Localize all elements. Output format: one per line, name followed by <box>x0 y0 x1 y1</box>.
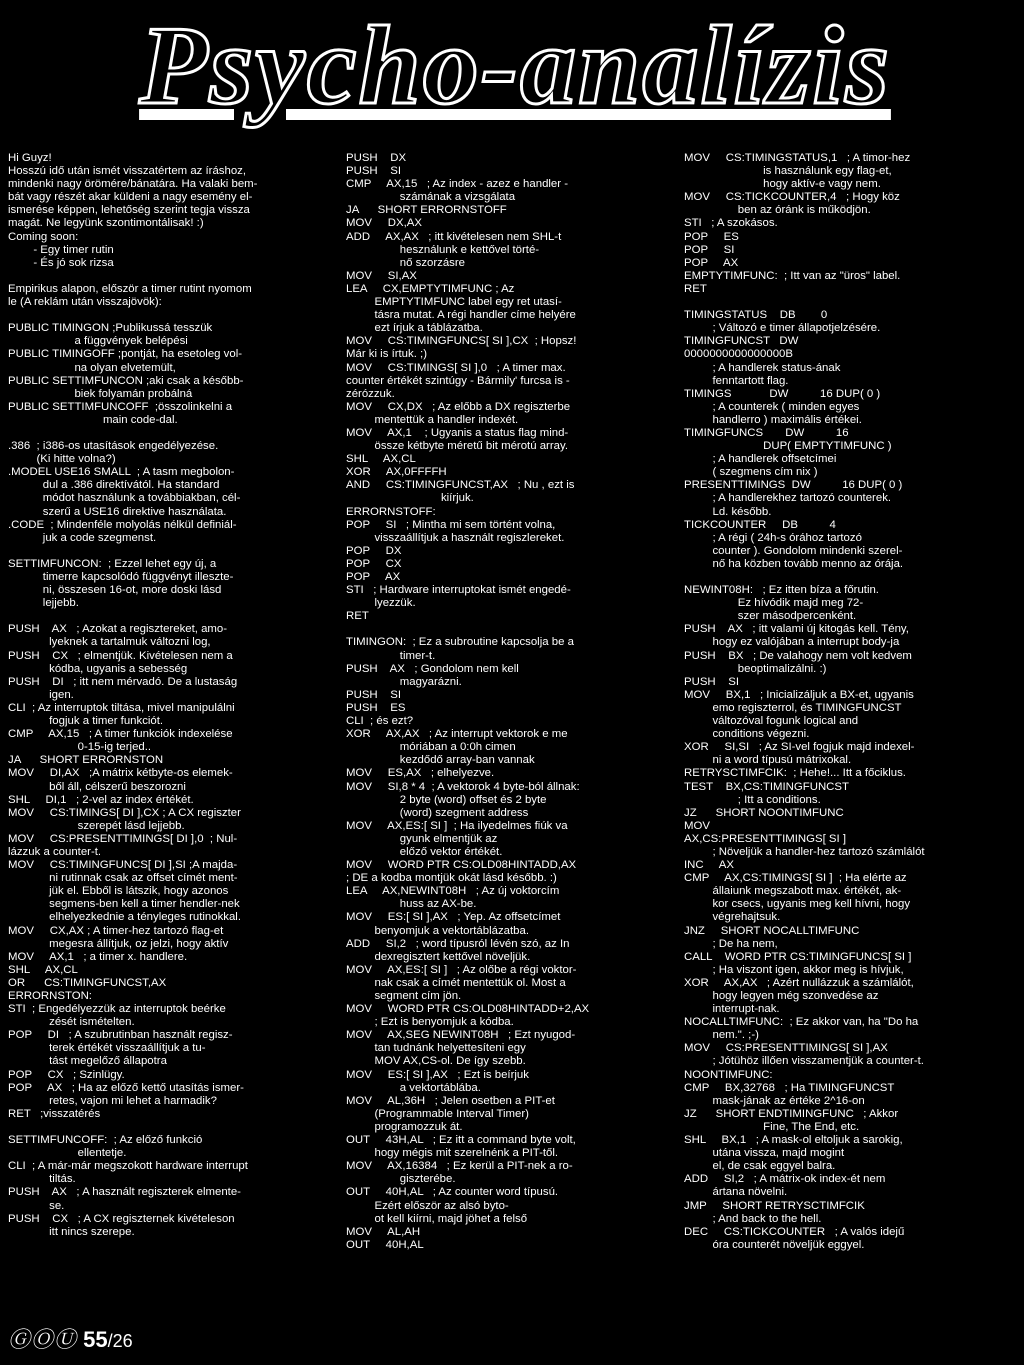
text-line: nő ha közben tovább menno az órája. <box>684 557 904 570</box>
text-line: PUSH DI ; itt nem mérvadó. De a lustaság <box>8 675 238 688</box>
text-line: ; And back to the hell. <box>684 1212 822 1225</box>
text-line: utána vissza, majd mogint <box>684 1147 845 1160</box>
text-line: - És jó sok rizsa <box>8 256 114 269</box>
text-line: MOV AX,1 ; a timer x. handlere. <box>8 950 188 963</box>
text-line: INC AX <box>684 859 735 872</box>
text-line: - Egy timer rutin <box>8 243 114 256</box>
text-line: CALL WORD PTR CS:TIMINGFUNCS[ SI ] <box>684 950 912 963</box>
text-line: .CODE ; Mindenféle molyolás nélkül definiál- <box>8 518 237 531</box>
text-line: Coming soon: <box>8 230 79 243</box>
text-line: mindenki nagy örömére/bánatára. Ha valaki bem- <box>8 178 258 191</box>
text-line: MOV CS:TICKCOUNTER,4 ; Hogy köz <box>684 191 900 204</box>
text-line: szerepét lásd lejjebb. <box>8 819 185 832</box>
text-line: CLI ; és ezt? <box>346 715 414 728</box>
text-line: TEST BX,CS:TIMINGFUNCST <box>684 780 849 793</box>
text-line: ; A handlerekhez tartozó counterek. <box>684 492 892 505</box>
text-line: ; A handlerek status-ának <box>684 361 841 374</box>
text-line: 0-15-ig terjed.. <box>8 741 152 754</box>
text-line: ; Ha viszont igen, akkor meg is hívjuk, <box>684 963 904 976</box>
text-line: MOV CS:TIMINGS[ SI ],0 ; A timer max. <box>346 361 566 374</box>
text-line <box>8 270 340 283</box>
text-line: ismerése képpen, lehetőség szerint tegja vissza <box>8 204 250 217</box>
text-line: MOV ES,AX ; elhelyezve. <box>346 767 495 780</box>
text-line: a vektortáblába. <box>346 1081 481 1094</box>
text-line: XOR AX,AX ; Azért nullázzuk a számlálót, <box>684 976 914 989</box>
text-line: CLI ; A már-már megszokott hardware interrupt <box>8 1160 248 1173</box>
text-line: ERRORNSTON: <box>8 990 92 1002</box>
text-line: MOV DX,AX <box>346 217 422 230</box>
text-line: RET <box>346 610 369 623</box>
text-line: PUSH DX <box>346 152 407 164</box>
text-line: emo regiszterrol, és TIMINGFUNCST <box>684 701 902 714</box>
text-line: timerre kapcsolódó függvényt illeszte- <box>8 571 234 583</box>
text-line: juk a code szegmenst. <box>8 531 157 544</box>
text-line: MOV CS:PRESENTTIMINGS[ DI ],0 ; Nul- <box>8 832 238 845</box>
text-line: TIMINGFUNCS DW 16 <box>684 426 849 439</box>
text-line: SETTIMFUNCOFF: ; Az előző funkció <box>8 1134 203 1147</box>
text-line: Fine, The End, etc. <box>684 1120 860 1133</box>
text-line: lejjebb. <box>8 597 79 610</box>
text-line: (word) szegment address <box>346 806 529 819</box>
text-column-left <box>8 152 340 1302</box>
text-line: na olyan elvetemült, <box>8 361 176 374</box>
text-line: magát. Ne legyünk szontimontálisak! :) <box>8 217 204 230</box>
text-line: JZ SHORT ENDTIMINGFUNC ; Akkor <box>684 1107 899 1120</box>
text-line: SHL AX,CL <box>346 453 416 466</box>
text-line: MOV AX,1 ; Ugyanis a status flag mind- <box>346 426 569 439</box>
text-line: DUP( EMPTYTIMFUNC ) <box>684 440 892 453</box>
text-line: végrehajtsuk. <box>684 911 781 924</box>
text-line: NOONTIMFUNC: <box>684 1068 773 1081</box>
magazine-logo: ⒼⓄⓊ <box>8 1328 78 1353</box>
text-line: ot kell kiírni, majd jöhet a felső <box>346 1212 528 1225</box>
text-line: SHL DI,1 ; 2-vel az index értékét. <box>8 793 194 806</box>
text-line: TIMINGSTATUS DB 0 <box>684 309 828 322</box>
text-line: MOV AL,AH <box>346 1225 421 1238</box>
text-line: ; Itt a conditions. <box>684 793 821 806</box>
text-line: itt nincs szerepe. <box>8 1225 135 1238</box>
text-line: tan tudnánk helyettesíteni egy <box>346 1042 526 1055</box>
text-line: ; Változó e timer állapotjelzésére. <box>684 322 881 335</box>
text-line: PUBLIC SETTIMFUNCON ;aki csak a később- <box>8 374 244 387</box>
text-line: se. <box>8 1199 65 1212</box>
text-line: MOV AX,SEG NEWINT08H ; Ezt nyugod- <box>346 1029 576 1042</box>
text-line: MOV SI,8 * 4 ; A vektorok 4 byte-ból állnak: <box>346 780 580 793</box>
text-line: óra counterét növeljük eggyel. <box>684 1238 865 1251</box>
text-line: counter értékét szintúgy - Bármily' furcsa is - <box>346 374 570 387</box>
text-line: .MODEL USE16 SMALL ; A tasm megbolon- <box>8 466 235 479</box>
text-line: változóval fogunk logical and <box>684 715 859 728</box>
text-line: beoptimalizálni. :) <box>684 662 827 675</box>
text-line: kódba, ugyanis a sebesség <box>8 662 188 675</box>
text-line: AX,CS:PRESENTTIMINGS[ SI ] <box>684 832 847 845</box>
text-line: POP SI <box>684 243 735 256</box>
text-line: NEWINT08H: ; Ez itten bíza a főrutin. <box>684 584 879 597</box>
text-line: SHL BX,1 ; A mask-ol eltoljuk a sarokig, <box>684 1134 903 1147</box>
text-line: JA SHORT ERRORNSTON <box>8 754 164 767</box>
text-line: POP SI ; Mintha mi sem történt volna, <box>346 518 556 531</box>
text-line: CMP AX,CS:TIMINGS[ SI ] ; Ha elérte az <box>684 872 907 885</box>
text-line: MOV WORD PTR CS:OLD08HINTADD,AX <box>346 859 577 872</box>
text-line: MOV AX,ES:[ SI ] ; Az olőbe a régi voktor- <box>346 963 577 976</box>
text-line: (Ki hitte volna?) <box>8 453 116 466</box>
text-line: MOV AX,16384 ; Ez kerül a PIT-nek a ro- <box>346 1160 573 1173</box>
text-line: ADD SI,2 ; A mátrix-ok index-ét nem <box>684 1173 886 1186</box>
text-line: STI ; A szokásos. <box>684 217 778 230</box>
text-line: LEA CX,EMPTYTIMFUNC ; Az <box>346 282 515 295</box>
text-line: OUT 40H,AL ; Az counter word típusú. <box>346 1186 559 1199</box>
text-line: POP ES <box>684 230 739 243</box>
text-line: timer-t. <box>346 649 436 662</box>
text-line: MOV SI,AX <box>346 269 417 282</box>
text-line: STI ; Engedélyezzük az interruptok beérke <box>8 1003 226 1016</box>
text-line: PUSH AX ; Azokat a regisztereket, amo- <box>8 623 228 636</box>
text-line: AND CS:TIMINGFUNCST,AX ; Nu , ezt is <box>346 479 575 492</box>
text-line: conditions végezni. <box>684 728 810 741</box>
text-line <box>8 1121 340 1134</box>
text-line: hesználunk e kettővel törté- <box>346 243 540 256</box>
text-line: PUSH AX ; Gondolom nem kell <box>346 662 519 675</box>
text-line: magyarázni. <box>346 675 462 688</box>
text-line <box>8 309 340 322</box>
text-line: programozzuk át. <box>346 1120 463 1133</box>
text-line: visszaállítjuk a használt regiszlereket. <box>346 531 565 544</box>
text-line: ; Jótühöz illően visszamentjük a counter-t. <box>684 1055 924 1068</box>
text-column-right <box>684 152 1020 1302</box>
text-line: ADD SI,2 ; word típusról lévén szó, az In <box>346 937 570 950</box>
text-line: TIMINGS DW 16 DUP( 0 ) <box>684 387 881 400</box>
text-line: POP AX ; Ha az előző kettő utasítás ismer- <box>8 1081 244 1094</box>
text-line: RETRYSCTIMFCIK: ; Hehe!... Itt a főciklus. <box>684 767 906 780</box>
text-line: 2 byte (word) offset és 2 byte <box>346 793 547 806</box>
text-line: el, de csak eggyel balra. <box>684 1160 836 1173</box>
text-line: PUBLIC TIMINGOFF ;pontját, ha esetoleg vol- <box>8 348 243 361</box>
text-line: móriában a 0:0h cimen <box>346 741 516 754</box>
text-line: STI ; Hardware interruptokat ismét engedé- <box>346 584 571 597</box>
text-line: Ld. később. <box>684 505 772 518</box>
text-line: Empirikus alapon, először a timer rutint nyomom <box>8 282 252 295</box>
text-line: MOV CS:TIMINGFUNCS[ SI ],CX ; Hopsz! <box>346 335 577 348</box>
text-line: CMP BX,32768 ; Ha TIMINGFUNCST <box>684 1081 895 1094</box>
text-line: OUT 40H,AL <box>346 1238 424 1251</box>
text-line: .386 ; i386-os utasítások engedélyezése. <box>8 440 219 453</box>
text-line: giszterébe. <box>346 1173 456 1186</box>
text-line: tiltás. <box>8 1173 76 1186</box>
text-line: kezdődő array-ban vannak <box>346 754 535 767</box>
text-line: MOV <box>684 819 710 832</box>
text-line: XOR AX,0FFFFH <box>346 466 447 479</box>
text-line: MOV CX,DX ; Az előbb a DX regiszterbe <box>346 400 571 413</box>
text-line: jük el. Ebből is látszik, hogy azonos <box>8 885 229 898</box>
text-line: handlerro ) maximális értékei. <box>684 413 862 426</box>
text-line: Ezért először az alsó byto- <box>346 1199 509 1212</box>
text-line: zérózzuk. <box>346 387 395 400</box>
issue-number: 55 <box>83 1327 108 1352</box>
page-number: 26 <box>112 1331 133 1351</box>
text-line: ből áll, célszerű beszorozni <box>8 780 186 793</box>
text-line: zését ismételten. <box>8 1016 135 1029</box>
text-line: MOV AX,CS-ol. De így szebb. <box>346 1055 526 1068</box>
text-line: JMP SHORT RETRYSCTIMFCIK <box>684 1199 865 1212</box>
text-line <box>8 427 340 440</box>
text-line: terek értékét visszaállítjuk a tu- <box>8 1042 206 1055</box>
text-line: PUSH SI <box>346 688 402 701</box>
text-line: segment cím jön. <box>346 990 462 1002</box>
text-line: POP DI ; A szubrutinban használt regisz- <box>8 1029 233 1042</box>
text-line: TIMINGON: ; Ez a subroutine kapcsolja be a <box>346 636 574 649</box>
text-line: interrupt-nak. <box>684 1003 780 1016</box>
text-line: segmens-ben kell a timer hendler-nek <box>8 898 240 911</box>
text-line: nem.". ;-) <box>684 1029 759 1042</box>
text-line: PRESENTTIMINGS DW 16 DUP( 0 ) <box>684 479 903 492</box>
text-line: retes, vajon mi lehet a harmadik? <box>8 1094 217 1107</box>
text-line: CMP AX,15 ; A timer funkciók indexelése <box>8 728 233 741</box>
text-line: tásra mutat. A régi handler címe helyére <box>346 309 576 322</box>
text-line: NOCALLTIMFUNC: ; Ez akkor van, ha "Do ha <box>684 1016 919 1029</box>
text-line: megesra állítjuk, oz jelzi, hogy aktív <box>8 937 229 950</box>
text-line: EMPTYTIMFUNC: ; Itt van az "üros" label. <box>684 269 901 282</box>
text-line: POP AX <box>346 571 401 583</box>
text-line: MOV ES:[ SI ],AX ; Ezt is beírjuk <box>346 1068 529 1081</box>
text-line: main code-dal. <box>8 413 178 426</box>
text-line: mask-jának az értéke 2^16-on <box>684 1094 865 1107</box>
text-line: (Programmable Interval Timer) <box>346 1107 529 1120</box>
text-line: lyeknek a tartalmuk változni log, <box>8 636 211 649</box>
text-line <box>684 571 1020 584</box>
text-line: is használunk egy flag-et, <box>684 165 892 178</box>
text-line: PUSH BX ; De valahogy nem volt kedvem <box>684 649 912 662</box>
text-line: MOV DI,AX ;A mátrix kétbyte-os elemek- <box>8 767 233 780</box>
text-line: állaiunk megszabott max. értékét, ak- <box>684 885 902 898</box>
text-line <box>684 296 1020 309</box>
text-line: lázzuk a counter-t. <box>8 845 102 858</box>
text-line: PUBLIC TIMINGON ;Publikussá tesszük <box>8 322 213 335</box>
text-line: JNZ SHORT NOCALLTIMFUNC <box>684 924 860 937</box>
text-line: EMPTYTIMFUNC label egy ret utasí- <box>346 296 562 309</box>
text-line: hogy ez valójában a interrupt body-ja <box>684 636 900 649</box>
text-line: ni, összesen 16-ot, more doski lásd <box>8 584 222 597</box>
text-line: össze kétbyte méretű bit mérotú array. <box>346 440 568 453</box>
text-line: PUSH CX ; A CX regiszternek kivételeson <box>8 1212 235 1225</box>
text-line: ERRORNSTOFF: <box>346 505 436 518</box>
page-footer <box>8 1325 133 1355</box>
text-line: ni a word típusú mátrixokal. <box>684 754 852 767</box>
text-line: ártana növelni. <box>684 1186 788 1199</box>
page-separator: / <box>107 1331 113 1351</box>
text-line: ; Növeljük a handler-hez tartozó számlálót <box>684 845 925 858</box>
text-column-middle <box>346 152 686 1302</box>
text-line: Hosszú idő után ismét visszatértem az íráshoz, <box>8 165 247 178</box>
text-line: ; A handlerek offsetcímei <box>684 453 837 466</box>
text-line: bát vagy részét akar küldeni a nagy esemény el- <box>8 191 253 204</box>
text-line <box>346 623 686 636</box>
text-line: RET ;visszatérés <box>8 1107 101 1120</box>
text-line: ; Ezt is benyomjuk a kódba. <box>346 1016 514 1029</box>
text-line: RET <box>684 282 707 295</box>
text-line: módot használunk a továbbiakban, cél- <box>8 492 241 505</box>
text-line: PUSH SI <box>684 675 740 688</box>
text-line: mentettük a handler indexét. <box>346 413 519 426</box>
text-line: szer másodpercenként. <box>684 610 857 623</box>
text-line: POP AX <box>684 256 739 269</box>
text-line: tást megelőző állapotra <box>8 1055 167 1068</box>
text-line: JA SHORT ERRORNSTOFF <box>346 204 507 217</box>
text-line: XOR AX,AX ; Az interrupt vektorok e me <box>346 728 568 741</box>
text-line: igen. <box>8 688 74 701</box>
text-line: DEC CS:TICKCOUNTER ; A valós idejű <box>684 1225 905 1238</box>
text-line: biek folyamán probálná <box>8 387 193 400</box>
text-line: számának a vizsgálata <box>346 191 516 204</box>
text-line: lyezzük. <box>346 597 416 610</box>
text-line: fenntartott flag. <box>684 374 789 387</box>
text-line: hogy legyen még szonvedése az <box>684 990 879 1002</box>
text-line: PUSH AX ; A használt regiszterek elmente- <box>8 1186 241 1199</box>
text-line: ; De ha nem, <box>684 937 778 950</box>
text-line: nő szorzásre <box>346 256 466 269</box>
text-line: POP CX <box>346 557 402 570</box>
text-line: TIMINGFUNCST DW <box>684 335 799 348</box>
text-line: OR CS:TIMINGFUNCST,AX <box>8 976 167 989</box>
text-line: MOV BX,1 ; Inicializáljuk a BX-et, ugyanis <box>684 688 914 701</box>
text-line: dexregisztert kettővel növeljük. <box>346 950 531 963</box>
text-line: MOV CX,AX ; A timer-hez tartozó flag-et <box>8 924 224 937</box>
text-line: gyunk elmentjük az <box>346 832 498 845</box>
text-line: előző vektor értékét. <box>346 845 503 858</box>
text-line: XOR SI,SI ; Az SI-vel fogjuk majd indexel- <box>684 741 915 754</box>
text-line: CMP AX,15 ; Az index - azez e handler - <box>346 178 569 191</box>
text-line: ezt írjuk a táblázatba. <box>346 322 483 335</box>
text-line: counter ). Gondolom mindenki szerel- <box>684 544 903 557</box>
text-line: MOV CS:PRESENTTIMINGS[ SI ],AX <box>684 1042 888 1055</box>
article-title: Psycho-analízis <box>139 4 891 128</box>
text-line: PUSH AX ; itt valami új kitogás kell. Tény, <box>684 623 909 636</box>
text-line: MOV AL,36H ; Jelen osetben a PIT-et <box>346 1094 555 1107</box>
text-line: POP DX <box>346 544 402 557</box>
text-line: Már ki is írtuk. ;) <box>346 348 428 361</box>
text-line: ben az óránk is működjön. <box>684 204 871 217</box>
text-line: TICKCOUNTER DB 4 <box>684 518 836 531</box>
text-line: SHL AX,CL <box>8 963 78 976</box>
text-line: hogy mégis mit szerelnénk a PIT-től. <box>346 1147 559 1160</box>
text-line: dul a .386 direktívától. Ha standard <box>8 479 220 492</box>
text-line: szerű a USE16 direktive használata. <box>8 505 227 518</box>
text-line: OUT 43H,AL ; Ez itt a command byte volt, <box>346 1134 576 1147</box>
text-line: MOV WORD PTR CS:OLD08HINTADD+2,AX <box>346 1003 590 1016</box>
text-line: MOV CS:TIMINGS[ DI ],CX ; A CX regiszter <box>8 806 241 819</box>
text-line: kiírjuk. <box>346 492 474 505</box>
text-line: ADD AX,AX ; itt kivételesen nem SHL-t <box>346 230 562 243</box>
text-line: SETTIMFUNCON: ; Ezzel lehet egy új, a <box>8 557 217 570</box>
text-line: fogjuk a timer funkciót. <box>8 715 164 728</box>
text-line: MOV ES:[ SI ],AX ; Yep. Az offsetcímet <box>346 911 561 924</box>
text-line: PUSH ES <box>346 701 406 714</box>
text-line: ni rutinnak csak az offset címét ment- <box>8 872 238 885</box>
text-line: nak csak a címét mentettük ol. Most a <box>346 976 566 989</box>
text-line: le (A reklám után visszajövök): <box>8 296 162 309</box>
text-line: benyomjuk a vektortáblázatba. <box>346 924 529 937</box>
text-line: JZ SHORT NOONTIMFUNC <box>684 806 844 819</box>
text-line: ; DE a kodba montjük okát lásd később. :) <box>346 872 557 885</box>
text-line: kor csecs, ugyanis meg kell hívni, hogy <box>684 898 911 911</box>
text-line: huss az AX-be. <box>346 898 477 911</box>
text-line: a függvények belépési <box>8 335 188 348</box>
text-line: LEA AX,NEWINT08H ; Az új voktorcím <box>346 885 560 898</box>
text-line: POP CX ; Szinlügy. <box>8 1068 125 1081</box>
text-line: MOV AX,ES:[ SI ] ; Ha ilyedelmes fiúk va <box>346 819 568 832</box>
text-line: ; A counterek ( minden egyes <box>684 400 860 413</box>
text-line: ; A régi ( 24h-s órához tartozó <box>684 531 862 544</box>
text-line <box>8 545 340 558</box>
text-line: PUSH SI <box>346 165 402 178</box>
text-line: PUBLIC SETTIMFUNCOFF ;összolinkelni a <box>8 400 233 413</box>
text-line: MOV CS:TIMINGFUNCS[ DI ],SI ;A majda- <box>8 859 238 872</box>
text-line: MOV CS:TIMINGSTATUS,1 ; A timor-hez <box>684 152 911 164</box>
text-line: Hi Guyz! <box>8 152 52 164</box>
text-line <box>8 610 340 623</box>
text-line: 0000000000000000B <box>684 348 793 361</box>
text-line: CLI ; Az interruptok tiltása, mivel manipulálni <box>8 701 235 714</box>
text-line: elhelyezkednie a tényleges rutinokkal. <box>8 911 242 924</box>
text-line: ( szegmens cím nix ) <box>684 466 818 479</box>
text-line: ellentetje. <box>8 1147 127 1160</box>
text-line: PUSH CX ; elmentjük. Kivételesen nem a <box>8 649 233 662</box>
text-line: hogy aktív-e vagy nem. <box>684 178 881 191</box>
text-line: Ez hívódik majd meg 72- <box>684 597 864 610</box>
